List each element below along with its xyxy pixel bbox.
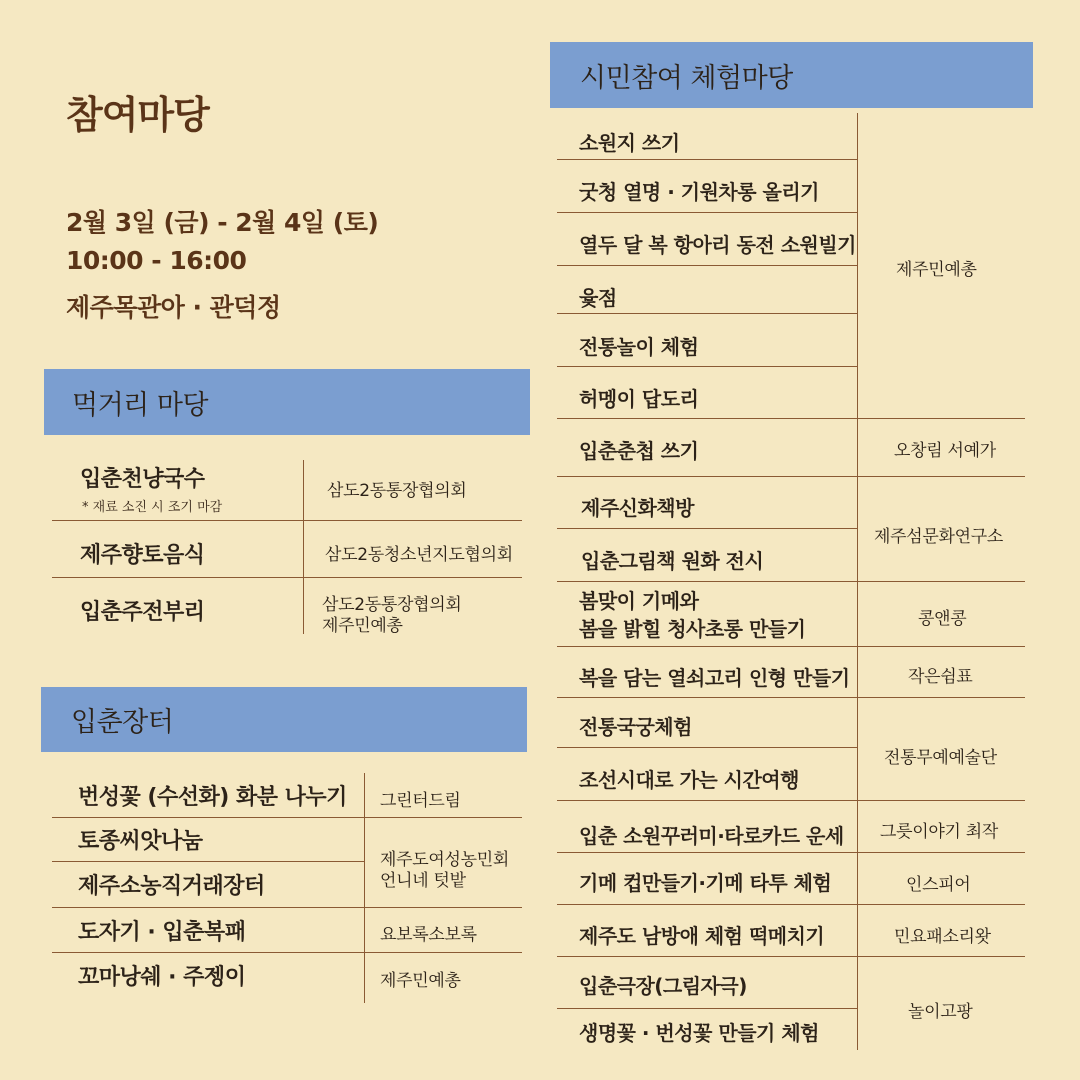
- divider: [52, 520, 522, 521]
- citizen-item: 소원지 쓰기: [579, 131, 680, 155]
- food-section-heading: 먹거리 마당: [44, 369, 530, 435]
- divider: [557, 852, 1025, 853]
- food-item-name: 입춘주전부리: [80, 600, 205, 625]
- divider: [557, 956, 1025, 957]
- market-section-heading: 입춘장터: [41, 687, 527, 752]
- divider: [557, 1008, 857, 1009]
- citizen-org: 놀이고팡: [908, 1002, 973, 1022]
- citizen-item: 입춘극장(그림자극): [579, 974, 747, 998]
- citizen-org: 제주민예총: [896, 260, 977, 280]
- divider: [52, 907, 522, 908]
- citizen-item: 입춘춘첩 쓰기: [579, 439, 699, 463]
- citizen-item: 제주신화책방: [581, 496, 694, 520]
- citizen-org: 민요패소리왓: [894, 927, 991, 947]
- event-time: 10:00 - 16:00: [66, 246, 247, 275]
- divider: [52, 861, 364, 862]
- divider: [557, 265, 857, 266]
- food-item-org-line1: 삼도2동통장협의회: [322, 595, 462, 615]
- event-date: 2월 3일 (금) - 2월 4일 (토): [66, 208, 379, 237]
- market-shared-org-line2: 언니네 텃밭: [380, 871, 466, 891]
- citizen-item-line1: 봄맞이 기메와: [579, 589, 699, 613]
- food-item-org: 삼도2동통장협의회: [327, 481, 467, 501]
- market-item-org: 요보록소보록: [380, 925, 477, 945]
- divider: [557, 313, 857, 314]
- market-item-org: 제주민예총: [380, 971, 461, 991]
- divider: [557, 646, 1025, 647]
- citizen-item: 열두 달 복 항아리 동전 소원빌기: [579, 233, 856, 257]
- divider: [557, 212, 857, 213]
- divider: [557, 747, 857, 748]
- market-item-name: 제주소농직거래장터: [78, 874, 265, 899]
- citizen-item: 입춘 소원꾸러미·타로카드 운세: [579, 824, 844, 848]
- market-shared-org-line1: 제주도여성농민회: [380, 850, 509, 870]
- event-venue: 제주목관아 · 관덕정: [66, 293, 281, 322]
- citizen-org: 제주섬문화연구소: [874, 527, 1003, 547]
- market-item-name: 꼬마낭쉐 · 주젱이: [78, 965, 246, 990]
- citizen-item: 굿청 열명 · 기원차롱 올리기: [579, 180, 819, 204]
- citizen-org: 전통무예예술단: [884, 748, 997, 768]
- divider: [557, 697, 1025, 698]
- food-item-name: 입춘천냥국수: [80, 467, 205, 492]
- citizen-item: 전통국궁체험: [579, 715, 692, 739]
- citizen-item: 제주도 남방애 체험 떡메치기: [579, 924, 825, 948]
- citizen-org: 작은쉼표: [908, 667, 973, 687]
- food-item-name: 제주향토음식: [80, 543, 205, 568]
- divider: [557, 366, 857, 367]
- page-title: 참여마당: [66, 93, 209, 137]
- citizen-item: 입춘그림책 원화 전시: [581, 549, 764, 573]
- food-item-note: * 재료 소진 시 조기 마감: [82, 500, 223, 515]
- divider: [52, 577, 522, 578]
- divider: [557, 528, 857, 529]
- market-item-name: 번성꽃 (수선화) 화분 나누기: [78, 785, 347, 810]
- citizen-org: 콩앤콩: [918, 609, 967, 629]
- citizen-item: 전통놀이 체험: [579, 335, 699, 359]
- food-item-org: 삼도2동청소년지도협의회: [325, 545, 513, 565]
- divider: [557, 904, 1025, 905]
- citizen-item: 생명꽃 · 번성꽃 만들기 체험: [579, 1021, 819, 1045]
- citizen-item-line2: 봄을 밝힐 청사초롱 만들기: [579, 617, 806, 641]
- market-item-org: 그린터드림: [380, 791, 461, 811]
- market-item-name: 토종씨앗나눔: [78, 829, 203, 854]
- divider: [557, 418, 1025, 419]
- divider: [52, 952, 522, 953]
- column-divider: [364, 773, 365, 1003]
- column-divider: [303, 460, 304, 634]
- citizen-item: 조선시대로 가는 시간여행: [579, 768, 799, 792]
- market-item-name: 도자기 · 입춘복패: [78, 920, 246, 945]
- divider: [557, 581, 1025, 582]
- divider: [557, 159, 857, 160]
- citizen-item: 기메 컵만들기·기메 타투 체험: [579, 871, 832, 895]
- citizen-item: 허멩이 답도리: [579, 387, 699, 411]
- citizen-item: 복을 담는 열쇠고리 인형 만들기: [579, 666, 850, 690]
- citizen-org: 인스피어: [906, 875, 971, 895]
- citizen-org: 그릇이야기 최작: [880, 822, 998, 842]
- citizen-section-heading: 시민참여 체험마당: [550, 42, 1033, 108]
- divider: [557, 476, 1025, 477]
- food-item-org-line2: 제주민예총: [322, 616, 403, 636]
- citizen-item: 윷점: [579, 286, 617, 310]
- citizen-org: 오창림 서예가: [894, 441, 996, 461]
- divider: [52, 817, 522, 818]
- divider: [557, 800, 1025, 801]
